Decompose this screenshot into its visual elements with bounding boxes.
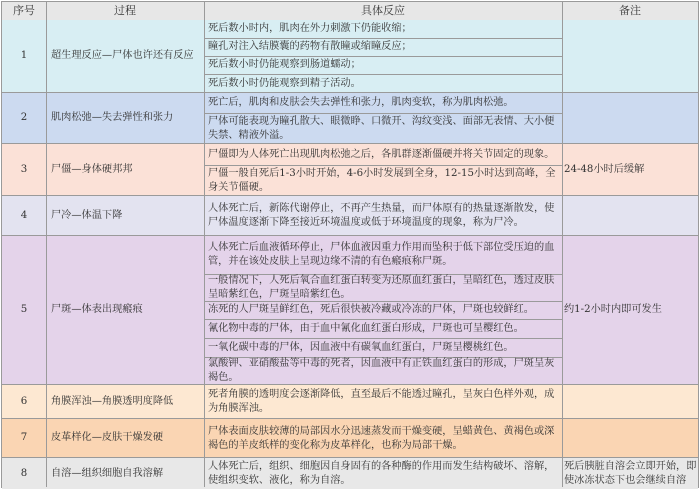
table-row (2, 20, 698, 93)
header-process: 过程 (114, 4, 136, 17)
reaction-cell (204, 458, 562, 489)
process-cell-text: 超生理反应—尸体也许还有反应 (51, 50, 194, 61)
reaction-text: 冻死的人尸斑呈鲜红色，死后很快被冷藏或冷冻的尸体，尸斑也较鲜红。 (208, 304, 534, 315)
process-cell-text: 尸僵—身体硬邦邦 (51, 163, 133, 175)
process-cell-text: 皮革样化—皮肤干燥发硬 (51, 432, 164, 443)
row-number-text: 5 (20, 304, 28, 315)
row-number (2, 385, 46, 418)
reaction-text: 尸僵一般自死后1-3小时开始，4-6小时发展到全身，12-15小时达到高峰，全身关节僵硬。 (208, 167, 556, 193)
column-divider (46, 2, 47, 487)
process-cell-text: 尸冷—体温下降 (51, 209, 123, 221)
table-header (2, 2, 698, 21)
column-divider (204, 2, 205, 487)
process-cell (46, 236, 204, 384)
reaction-text: 一般情况下，人死后氧合血红蛋白转变为还原血红蛋白，呈暗红色，透过皮肤呈暗紫红色，尸斑呈暗紫红色。 (208, 274, 555, 300)
header-no: 序号 (13, 4, 35, 17)
reaction-cell (204, 93, 562, 113)
row-number (2, 196, 46, 235)
column-divider (562, 2, 563, 487)
reaction-text: 死后数小时仍能观察到精子活动。 (208, 77, 361, 89)
row-number (2, 458, 46, 489)
note-cell-text: 约1-2小时内即可发生 (564, 304, 662, 315)
reaction-cell (204, 165, 562, 196)
reaction-text: 瞳孔对注入结膜囊的药物有散瞳或缩瞳反应； (208, 41, 412, 52)
row-number-text: 2 (20, 112, 28, 123)
note-cell (562, 419, 698, 457)
note-cell (562, 196, 698, 235)
process-cell (46, 144, 204, 195)
reaction-cell (204, 419, 562, 458)
process-cell (46, 385, 204, 418)
row-number (2, 144, 46, 195)
reaction-text: 尸体可能表现为瞳孔散大、眼微睁、口微开、沟纹变浅、面部无表情、大小便失禁、精液外溢。 (208, 115, 555, 141)
reaction-text: 人体死亡后，新陈代谢停止，不再产生热量，而尸体原有的热量逐渐散发，使尸体温度逐渐下降至接近环境温度或低于环境温度的现象，称为尸冷。 (208, 203, 555, 228)
process-cell (46, 419, 204, 457)
note-cell-text: 死后胰脏自溶会立即开始，即使冰冻状态下也会继续自溶 (564, 460, 697, 486)
reaction-text: 尸体表面皮肤较薄的局部因水分迅速蒸发而干燥变硬，呈蜡黄色、黄褐色或深褐色的羊皮纸样的变化称为皮革样化，也称为局部干燥。 (208, 425, 555, 451)
row-number-text: 1 (20, 50, 28, 61)
reaction-cell (204, 74, 562, 93)
reaction-cell (204, 56, 562, 74)
reaction-cell (204, 301, 562, 319)
row-number (2, 236, 46, 384)
table-row (2, 93, 698, 144)
reaction-cell (204, 338, 562, 357)
note-cell (562, 236, 698, 384)
table-row (2, 458, 698, 489)
note-cell-text: 24-48小时后缓解 (564, 163, 645, 175)
reaction-cell (204, 144, 562, 165)
process-cell (46, 458, 204, 489)
reaction-text: 死者角膜的透明度会逐渐降低，直至最后不能透过瞳孔，呈灰白色样外观，成为角膜浑浊。 (208, 389, 555, 414)
process-cell-text: 肌肉松弛—失去弹性和张力 (51, 112, 174, 123)
reaction-text: 死后数小时内，肌肉在外力刺激下仍能收缩； (208, 23, 412, 34)
row-number-text: 4 (20, 209, 28, 221)
process-cell (46, 196, 204, 235)
reaction-text: 人体死亡后血液循环停止，尸体血液因重力作用而坠积于低下部位受压迫的血管，并在该处皮肤上呈现边缘不清的有色瘢痕称尸斑。 (208, 242, 555, 267)
reaction-text: 死亡后，肌肉和皮肤会失去弹性和张力，肌肉变软，称为肌肉松弛。 (208, 97, 514, 108)
row-number-text: 8 (20, 467, 28, 479)
row-number-text: 7 (20, 432, 28, 443)
reaction-text: 氰化物中毒的尸体，由于血中氰化血红蛋白形成，尸斑也可呈樱红色。 (208, 322, 524, 334)
reaction-cell (204, 38, 562, 56)
reaction-text: 氯酸钾、亚硝酸盐等中毒的死者，因血液中有正铁血红蛋白的形成，尸斑呈灰褐色。 (208, 358, 555, 383)
reaction-text: 人体死亡后，组织、细胞因自身固有的各种酶的作用而发生结构破坏、溶解，使组织变软、液化，称为自溶。 (208, 460, 555, 486)
table-row (2, 419, 698, 458)
note-cell (562, 458, 698, 489)
process-cell (46, 20, 204, 92)
process-cell-text: 尸斑—体表出现瘢痕 (51, 304, 143, 315)
reaction-cell (204, 113, 562, 144)
note-cell (562, 20, 698, 92)
reaction-cell (204, 319, 562, 338)
note-cell (562, 385, 698, 418)
reaction-table (1, 1, 699, 488)
reaction-cell (204, 20, 562, 38)
note-cell (562, 144, 698, 195)
header-reaction: 具体反应 (361, 4, 405, 17)
row-number (2, 20, 46, 92)
row-number (2, 93, 46, 143)
reaction-text: 一氧化碳中毒的尸体，因血液中有碳氧血红蛋白，尸斑呈樱桃红色。 (208, 341, 514, 353)
table-row (2, 144, 698, 196)
row-number-text: 6 (20, 395, 28, 407)
table-row (2, 196, 698, 236)
table-row (2, 236, 698, 385)
process-cell-text: 角膜浑浊—角膜透明度降低 (51, 395, 174, 407)
process-cell (46, 93, 204, 143)
row-number (2, 419, 46, 457)
reaction-cell (204, 196, 562, 236)
reaction-cell (204, 357, 562, 385)
header-note: 备注 (619, 4, 641, 17)
process-cell-text: 自溶—组织细胞自我溶解 (51, 467, 164, 479)
reaction-text: 死后数小时仍能观察到肠道蠕动； (208, 59, 361, 70)
table-row (2, 385, 698, 419)
reaction-cell (204, 385, 562, 419)
reaction-text: 尸僵即为人体死亡出现肌肉松弛之后，各肌群逐渐僵硬并将关节固定的现象。 (208, 148, 555, 160)
reaction-cell (204, 274, 562, 301)
row-number-text: 3 (20, 163, 28, 175)
reaction-cell (204, 236, 562, 274)
note-cell (562, 93, 698, 143)
